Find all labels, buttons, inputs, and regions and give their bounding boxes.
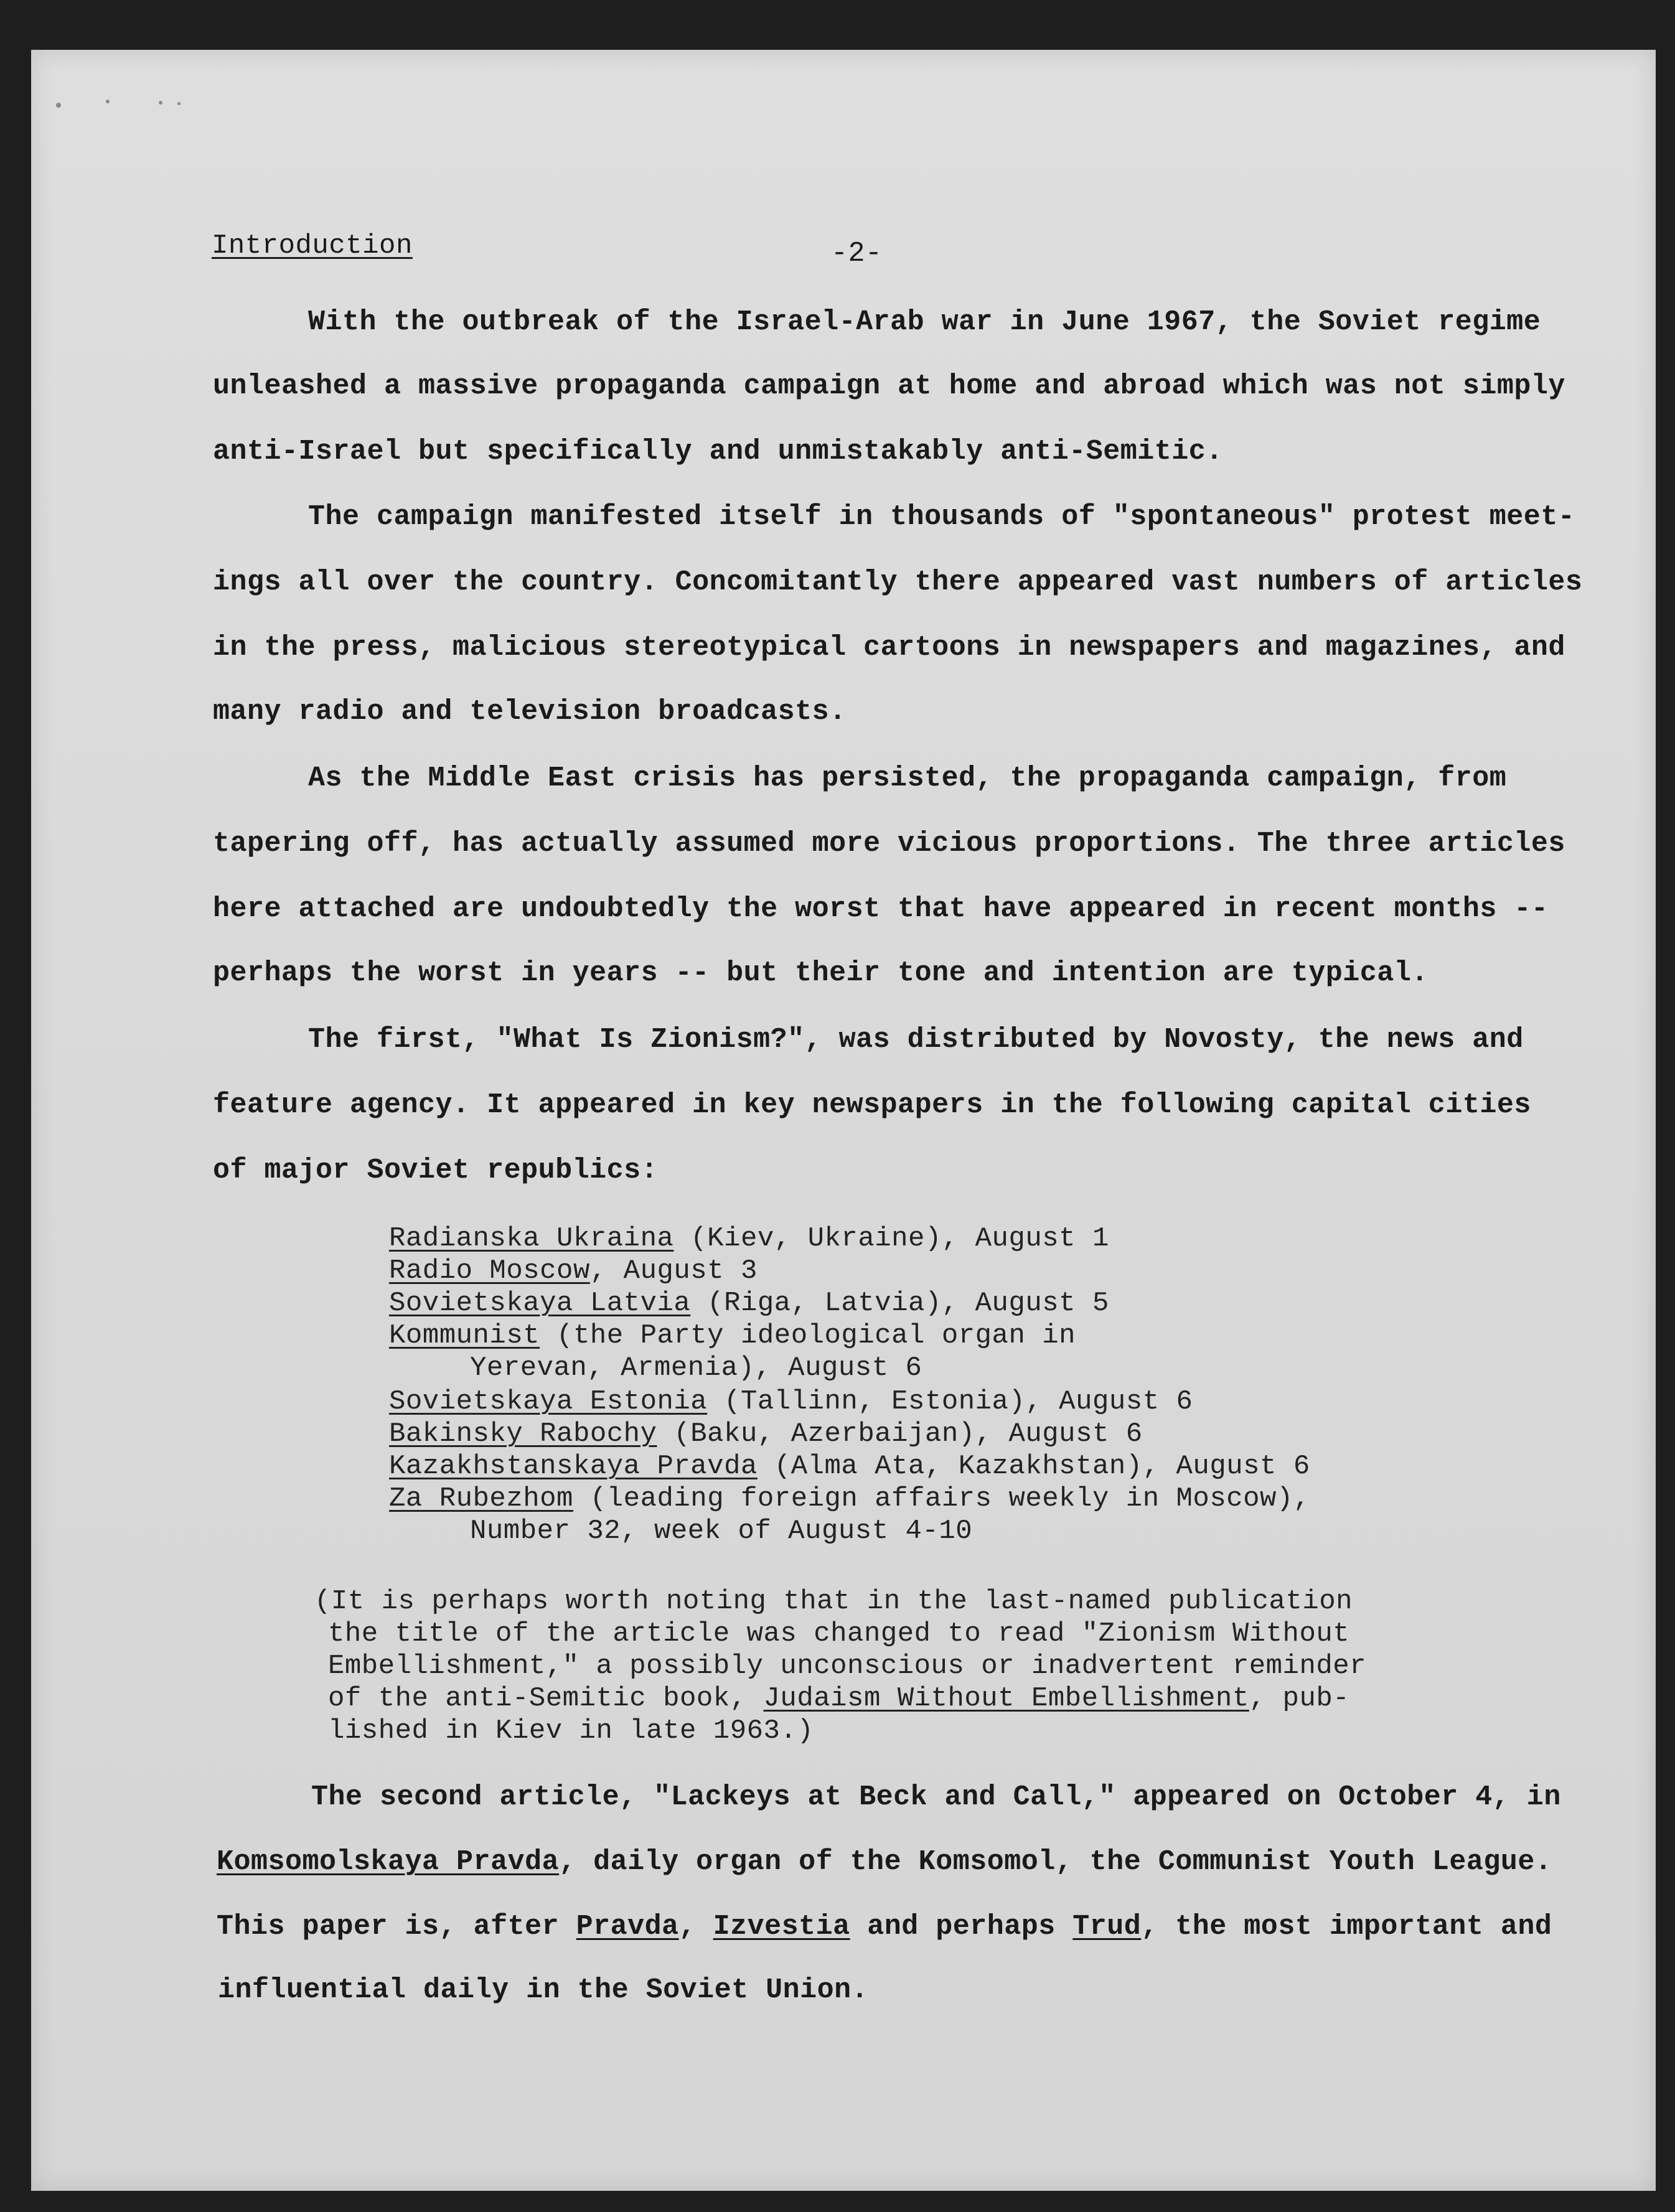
- publication-item: [389, 1223, 1109, 1254]
- publication-name: Za Rubezhom: [389, 1483, 573, 1514]
- paragraph-text: , daily organ of the Komsomol, the Communist Youth League.: [559, 1846, 1552, 1878]
- paragraph-line: anti-Israel but specifically and unmistakably anti-Semitic.: [213, 436, 1223, 467]
- paragraph-text: This paper is, after: [217, 1911, 576, 1943]
- page-number: -2-: [831, 238, 883, 269]
- publication-name: Radio Moscow: [389, 1255, 590, 1286]
- paragraph-text: and perhaps: [850, 1911, 1073, 1943]
- paragraph-line: many radio and television broadcasts.: [213, 696, 847, 728]
- paper-speck: [56, 103, 61, 108]
- publication-name: Kazakhstanskaya Pravda: [389, 1451, 758, 1482]
- publication-item: [389, 1288, 1109, 1319]
- publication-detail: Yerevan, Armenia), August 6: [470, 1352, 922, 1384]
- publication-item: [389, 1255, 758, 1286]
- note-line: [328, 1683, 1349, 1714]
- paragraph-text: , the most important and: [1141, 1911, 1552, 1943]
- paragraph-text: ,: [678, 1911, 713, 1943]
- note-line: the title of the article was changed to read "Zionism Without: [328, 1618, 1350, 1649]
- paragraph-line: here attached are undoubtedly the worst that have appeared in recent months --: [213, 893, 1549, 925]
- book-title: Judaism Without Embellishment: [763, 1683, 1249, 1714]
- publication-name: Sovietskaya Estonia: [389, 1386, 708, 1417]
- paragraph-line: The first, "What Is Zionism?", was distributed by Novosty, the news and: [308, 1024, 1524, 1056]
- section-title: Introduction: [212, 230, 413, 261]
- publication-detail: (leading foreign affairs weekly in Moscow),: [573, 1483, 1310, 1514]
- paragraph-line: The second article, "Lackeys at Beck and Call," appeared on October 4, in: [311, 1781, 1561, 1813]
- publication-detail: , August 3: [589, 1255, 758, 1286]
- note-line: lished in Kiev in late 1963.): [328, 1715, 814, 1746]
- newspaper-title: Komsomolskaya Pravda: [217, 1846, 560, 1878]
- paragraph-line: [217, 1846, 1552, 1878]
- note-line: Embellishment," a possibly unconscious or inadvertent reminder: [328, 1651, 1367, 1682]
- newspaper-title: Izvestia: [713, 1911, 850, 1943]
- paragraph-line: unleashed a massive propaganda campaign at home and abroad which was not simply: [213, 370, 1565, 402]
- publication-item: [389, 1418, 1143, 1450]
- publication-item: [389, 1386, 1193, 1417]
- paper-speck: [106, 100, 110, 103]
- publication-detail: Number 32, week of August 4-10: [470, 1516, 973, 1547]
- paragraph-line: tapering off, has actually assumed more vicious proportions. The three articles: [213, 828, 1565, 860]
- paper-speck: [177, 102, 181, 105]
- publication-name: Sovietskaya Latvia: [389, 1288, 691, 1319]
- paragraph-line: ings all over the country. Concomitantly there appeared vast numbers of articles: [213, 566, 1583, 598]
- publication-detail: (Alma Ata, Kazakhstan), August 6: [757, 1451, 1310, 1482]
- paragraph-line: As the Middle East crisis has persisted, the propaganda campaign, from: [308, 762, 1507, 794]
- publication-name: Radianska Ukraina: [389, 1223, 674, 1254]
- paragraph-line: of major Soviet republics:: [213, 1155, 659, 1186]
- publication-name: Bakinsky Rabochy: [389, 1418, 657, 1450]
- publication-item: [389, 1320, 1076, 1351]
- paragraph-line: perhaps the worst in years -- but their tone and intention are typical.: [213, 957, 1429, 989]
- publication-item: [389, 1483, 1310, 1514]
- publication-detail: (Baku, Azerbaijan), August 6: [657, 1418, 1143, 1450]
- publication-item-continued: [470, 1352, 922, 1384]
- paragraph-line: influential daily in the Soviet Union.: [218, 1974, 869, 2006]
- publication-item-continued: [470, 1516, 972, 1547]
- publication-item: [389, 1451, 1310, 1482]
- newspaper-title: Trud: [1072, 1911, 1142, 1943]
- paper-speck: [159, 101, 162, 105]
- publication-detail: (Riga, Latvia), August 5: [690, 1288, 1109, 1319]
- paragraph-line: The campaign manifested itself in thousands of "spontaneous" protest meet-: [308, 501, 1575, 533]
- publication-detail: (Kiev, Ukraine), August 1: [673, 1223, 1109, 1254]
- newspaper-title: Pravda: [576, 1911, 679, 1943]
- note-text: of the anti-Semitic book,: [328, 1683, 764, 1714]
- paragraph-line: With the outbreak of the Israel-Arab war in June 1967, the Soviet regime: [308, 306, 1541, 338]
- note-line: (It is perhaps worth noting that in the last-named publication: [314, 1586, 1353, 1617]
- publication-name: Kommunist: [389, 1320, 540, 1351]
- paragraph-line: [217, 1911, 1552, 1943]
- paragraph-line: feature agency. It appeared in key newspapers in the following capital cities: [213, 1089, 1531, 1121]
- publication-detail: (the Party ideological organ in: [540, 1320, 1076, 1351]
- note-text: , pub-: [1249, 1683, 1350, 1714]
- publication-detail: (Tallinn, Estonia), August 6: [707, 1386, 1193, 1417]
- paragraph-line: in the press, malicious stereotypical cartoons in newspapers and magazines, and: [213, 632, 1565, 663]
